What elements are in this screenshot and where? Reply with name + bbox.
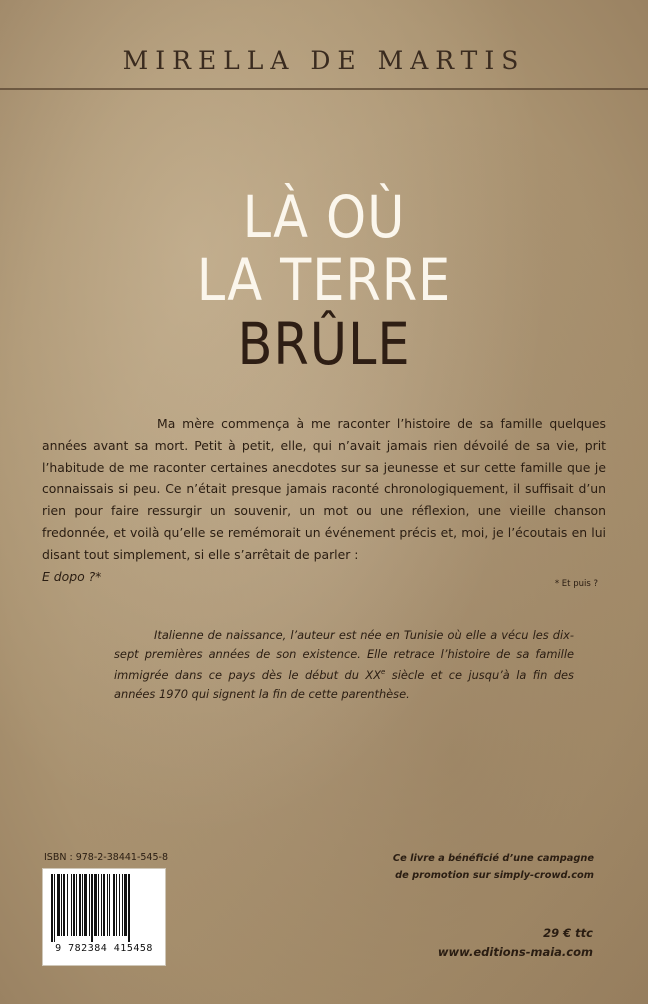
isbn-label: ISBN : 978-2-38441-545-8 — [44, 852, 168, 863]
title-line-2: LA TERRE — [196, 246, 452, 314]
barcode-number: 9 782384 415458 — [55, 943, 153, 954]
price: 29 € ttc — [543, 926, 593, 940]
bio-superscript: e — [381, 668, 386, 677]
author-bio — [114, 626, 574, 703]
promo-line-2: de promotion sur simply-crowd.com — [395, 870, 594, 881]
bio-text-after: siècle et ce jusqu’à la fin des années 1970 qui signent la fin de cette parenthèse. — [114, 667, 574, 701]
footnote: * Et puis ? — [554, 579, 598, 589]
author-name: MIRELLA DE MARTIS — [122, 46, 526, 75]
blurb-text: Ma mère commença à me raconter l’histoire de sa famille quelques années avant sa mort. Petit à petit, elle, qui n’avait jamais rien dévoilé de sa vie, prit l’habitude de me raconter certaines anecdotes sur sa jeunesse et sur cette famille que je connaissais si peu. Ce n’était presque jamais raconté chronologiquement, il suffisait d’un rien pour faire ressurgir un souvenir, un mot ou une réflexion, une vieille chanson fredonnée, et voilà qu’elle se remémorait un événement précis et, moi, je l’écoutais en lui disant tout simplement, si elle s’arrêtait de parler : — [42, 416, 606, 562]
title-line-1: LÀ OÙ — [242, 183, 406, 251]
header-rule — [0, 88, 648, 90]
blurb — [42, 413, 606, 587]
blurb-quote: E dopo ?* — [42, 568, 102, 584]
promo-line-1: Ce livre a bénéficié d’une campagne — [392, 853, 594, 864]
barcode — [42, 868, 166, 966]
barcode-bars-icon — [49, 874, 159, 942]
promo-note — [334, 850, 594, 884]
publisher-website: www.editions-maia.com — [437, 945, 593, 959]
bio-text-before: Italienne de naissance, l’auteur est née en Tunisie où elle a vécu les dix-sept premières années de son existence. Elle retrace l’histoire de sa famille immigrée dans ce pays dès le début du XX — [114, 628, 574, 682]
title-line-3: BRÛLE — [237, 310, 411, 378]
